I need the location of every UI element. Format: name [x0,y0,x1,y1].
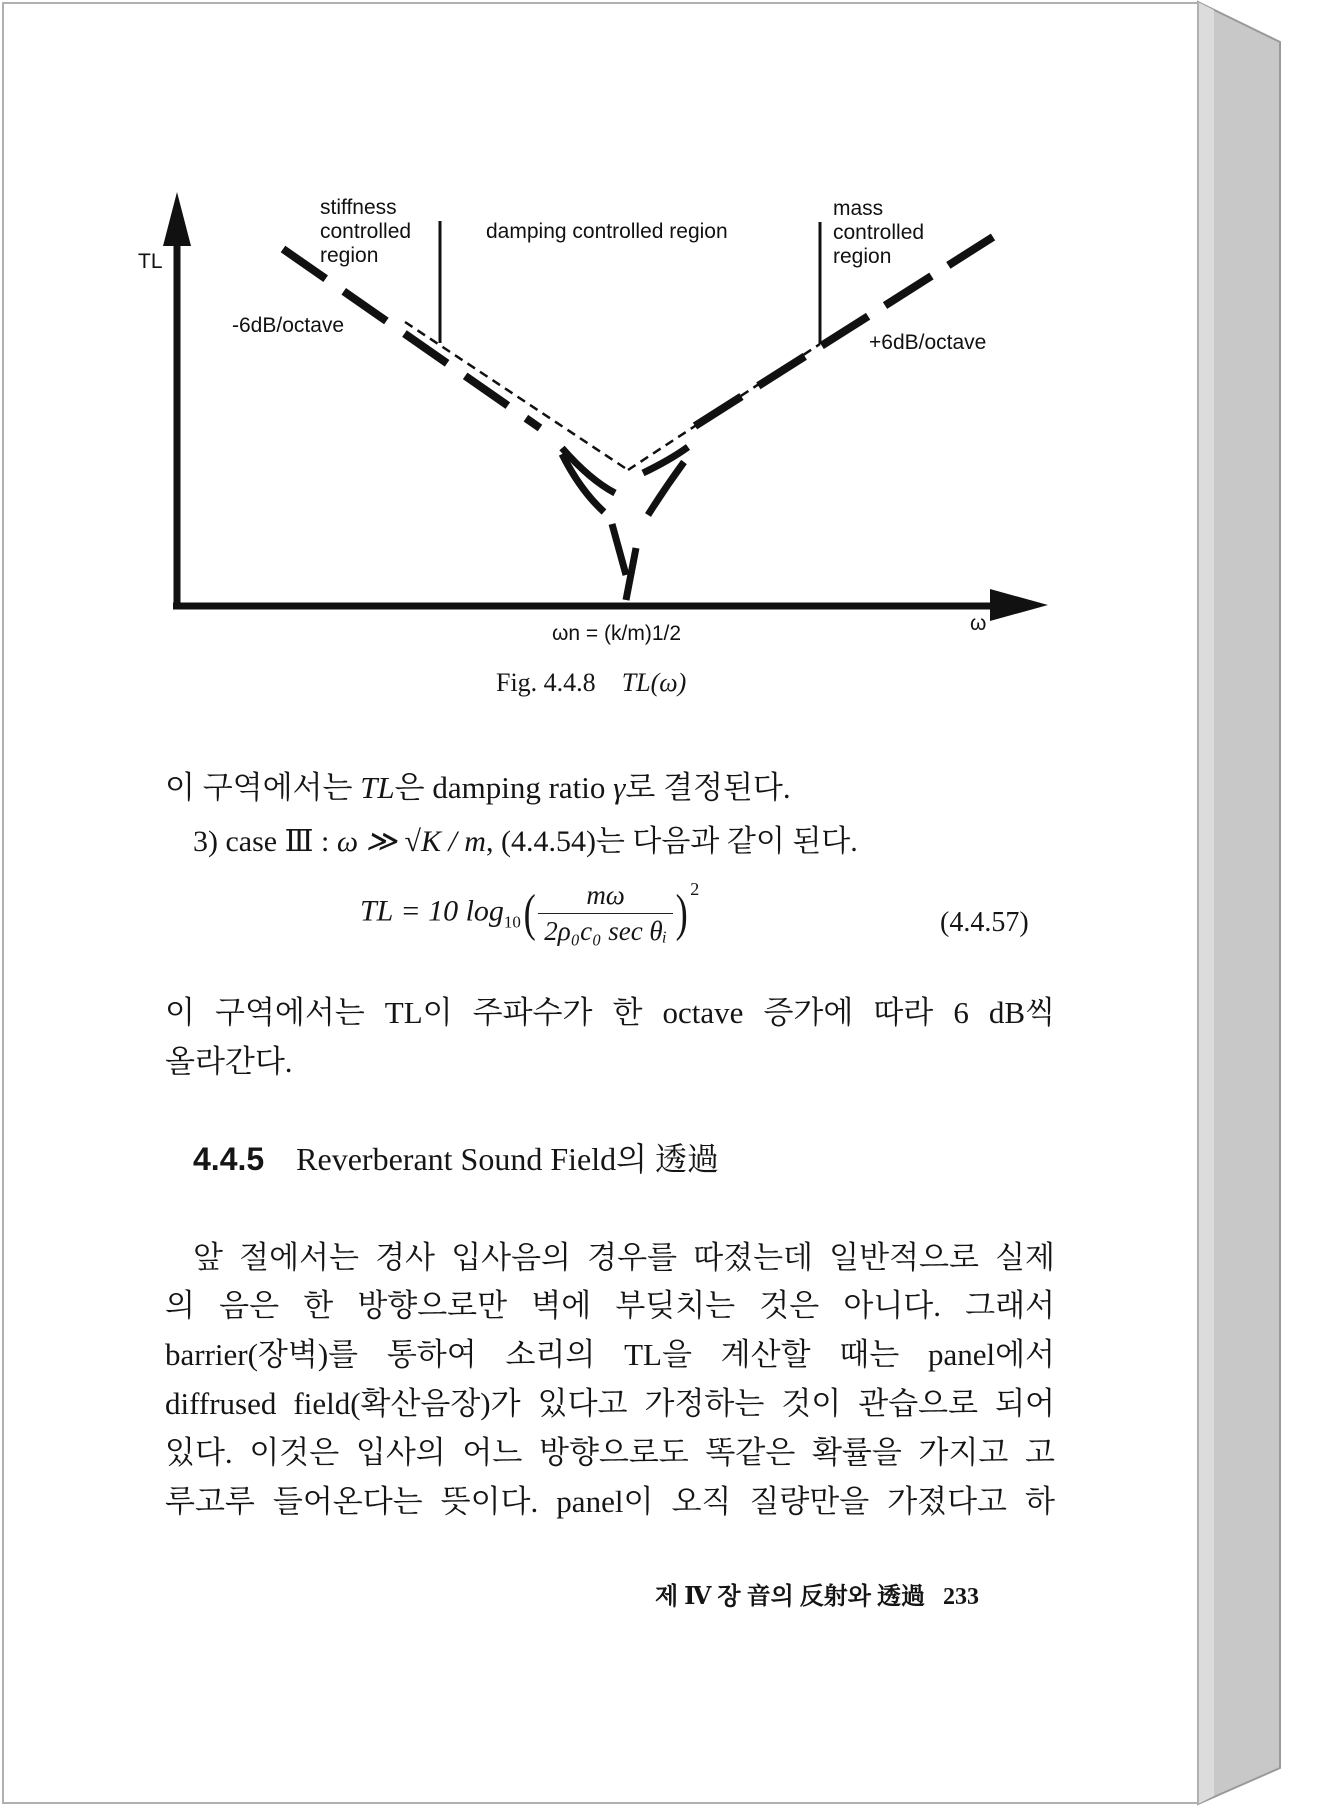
paragraph-1-line-2: 올라간다. [165,1044,293,1079]
stiffness-region-line3: region [320,244,379,267]
y-axis-arrow [163,192,191,246]
text-line-1 [165,762,791,807]
stiffness-region-label [320,196,411,268]
section-title: Reverberant Sound Field의 透過 [296,1141,720,1177]
equation-4-4-57 [360,880,699,947]
equation-open-paren: ( [523,884,536,942]
section-number: 4.4.5 [193,1141,265,1177]
text-line-1-r: γ [613,770,626,805]
running-footer: 제 Ⅳ 장 音의 反射와 透過 [655,1584,925,1610]
equation-number: (4.4.57) [940,907,1029,938]
x-axis-arrow [990,589,1048,621]
paragraph-2-line-4: diffrused field(확산음장)가 있다고 가정하는 것이 관습으로 되어 [165,1386,1055,1421]
text-line-1-b: 은 damping ratio [394,770,614,805]
resonance-label: ωn = (k/m)1/2 [552,622,682,645]
x-axis-label: ω [970,612,987,635]
section-heading [193,1134,719,1180]
figure-caption-number: Fig. 4.4.8 [496,668,596,697]
text-line-1-tl: TL [360,770,395,805]
stiffness-region-line2: controlled [320,220,412,243]
equation-denominator: 2ρ₀c₀ sec θᵢ [544,916,667,946]
text-line-2-b: , (4.4.54)는 다음과 같이 된다. [485,825,858,858]
left-asymptote [405,322,628,470]
text-line-2-math: ω ≫ √K / m [336,825,486,858]
equation-lhs: TL = 10 log [360,894,504,928]
paragraph-1-line-1: 이 구역에서는 TL이 주파수가 한 octave 증가에 따라 6 dB씩 [165,995,1055,1030]
page-number: 233 [942,1584,979,1610]
text-line-2-a: 3) case Ⅲ : [193,825,337,858]
paragraph-2-line-5: 있다. 이것은 입사의 어느 방향으로도 똑같은 확률을 가지고 고 [165,1435,1055,1470]
equation-fraction [538,880,673,947]
text-line-1-c: 로 결정된다. [625,770,791,805]
equation-close-paren: ) [675,884,688,942]
text-line-2 [193,816,858,860]
paragraph-2-line-2: 의 음은 한 방향으로만 벽에 부딪치는 것은 아니다. 그래서 [165,1288,1055,1323]
mass-region-line1: mass [833,197,884,220]
y-axis-label: TL [138,250,163,273]
mass-region-line3: region [833,245,892,268]
paragraph-2-line-1: 앞 절에서는 경사 입사음의 경우를 따졌는데 일반적으로 실제 [193,1240,1055,1275]
equation-exponent: 2 [690,879,700,900]
paragraph-2-line-3: barrier(장벽)를 통하여 소리의 TL을 계산할 때는 panel에서 [165,1337,1055,1372]
left-slope-label: -6dB/octave [232,314,345,337]
mass-region-line2: controlled [833,221,925,244]
mass-region-label [833,197,924,269]
right-slope-label: +6dB/octave [869,331,987,354]
page-footer [655,1576,979,1611]
equation-log-base: 10 [503,912,521,932]
text-line-1-a: 이 구역에서는 [165,770,361,805]
figure-caption [496,668,686,698]
figure-caption-formula: TL(ω) [621,668,687,697]
tl-curve-resonance-left [612,524,626,575]
tl-curve-resonance-right [626,548,636,600]
stiffness-region-line1: stiffness [320,196,397,219]
equation-numerator: mω [538,880,673,914]
paragraph-2-line-6: 루고루 들어온다는 뜻이다. panel이 오직 질량만을 가졌다고 하 [165,1484,1055,1519]
tl-curve-left [283,249,540,428]
damping-region-label: damping controlled region [486,220,728,243]
tl-figure [0,0,1339,760]
